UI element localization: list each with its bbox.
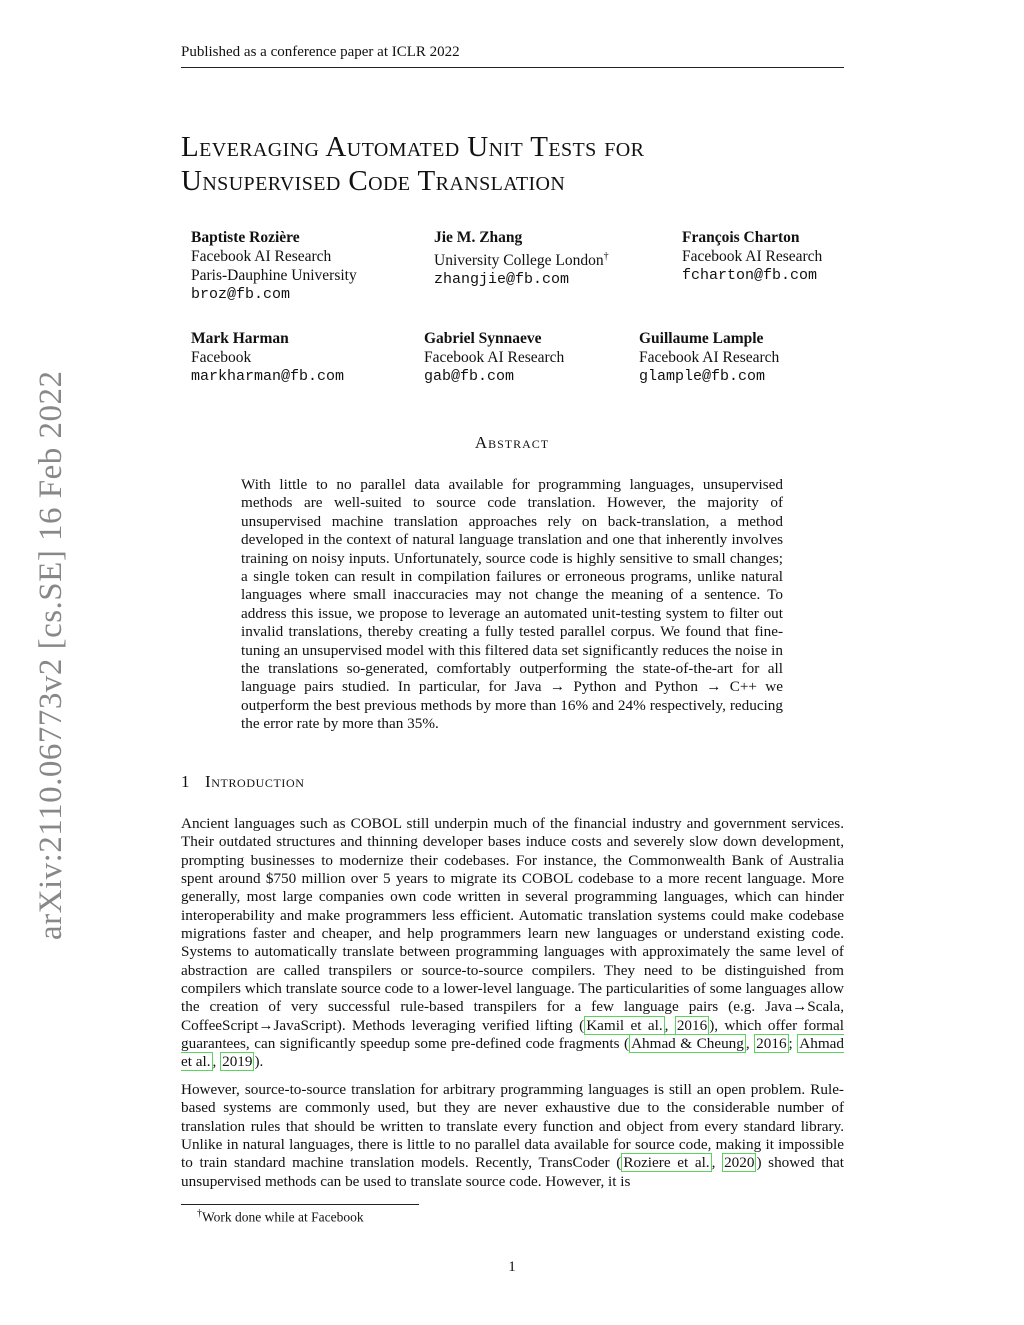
author-email[interactable]: fcharton@fb.com [682, 267, 818, 284]
citation-link[interactable]: 2016 [676, 1016, 708, 1034]
author-affiliation: Facebook AI Research [639, 349, 780, 366]
citation-link[interactable]: Ahmad et al. [181, 1035, 844, 1071]
author-name: Mark Harman [191, 330, 289, 347]
author-block [682, 228, 822, 285]
author-affiliation: University College London† [434, 251, 609, 270]
author-email[interactable]: glample@fb.com [639, 368, 766, 385]
footnote-text: Work done while at Facebook [202, 1209, 364, 1225]
author-name: François Charton [682, 229, 800, 246]
paper-title [181, 130, 861, 198]
author-email[interactable]: zhangjie@fb.com [434, 271, 570, 289]
citation-link[interactable]: 2020 [724, 1154, 755, 1172]
citation-link[interactable]: Roziere et al. [623, 1154, 710, 1172]
author-block [639, 329, 779, 386]
author-email[interactable]: markharman@fb.com [191, 368, 345, 385]
author-affiliation: Paris-Dauphine University [191, 267, 357, 284]
citation-link[interactable]: Ahmad & Cheung [631, 1035, 744, 1053]
author-block [191, 329, 344, 386]
citation-link[interactable]: 2016 [756, 1035, 787, 1053]
footnote-rule [181, 1204, 419, 1205]
author-name: Jie M. Zhang [434, 229, 523, 246]
title-line-1: Leveraging Automated Unit Tests for [181, 131, 645, 163]
section-number: 1 [181, 772, 191, 791]
page-number: 1 [508, 1259, 516, 1275]
author-name: Baptiste Rozière [191, 229, 300, 246]
abstract-text: With little to no parallel data available for programming languages, unsupervised methods are well-suited to source code translation. However, the majority of unsupervised machine translation approaches rely on back-translation, a method developed in the context of natural language translation and one that inherently involves training on noisy inputs. Unfortunately, source code is highly sensitive to small changes; a single token can result in compilation failures or erroneous programs, unlike natural languages where small inaccuracies may not change the meaning of a sentence. To address this issue, we propose to leverage an automated unit-testing system to filter out invalid translations, thereby creating a fully tested parallel corpus. We found that fine-tuning an unsupervised model with this filtered data set significantly reduces the noise in the translations so-generated, comfortably outperforming the state-of-the-art for all language pairs studied. In particular, for Java → Python and Python → C++ we outperform the best previous methods by more than 16% and 24% respectively, reducing the error rate by more than 35%. [241, 476, 783, 733]
citation-link[interactable]: Kamil et al. [586, 1016, 663, 1034]
author-affiliation: Facebook AI Research [682, 248, 823, 265]
author-name: Guillaume Lample [639, 330, 764, 347]
footnote [197, 1208, 364, 1226]
author-block [424, 329, 564, 386]
dagger-mark: † [603, 251, 609, 262]
author-block [434, 228, 609, 289]
author-affiliation: Facebook AI Research [424, 349, 565, 366]
footnote-mark: † [197, 1208, 202, 1219]
author-affiliation: Facebook [191, 349, 252, 366]
section-title: Introduction [205, 772, 305, 791]
running-head: Published as a conference paper at ICLR 2022 [181, 44, 844, 68]
intro-paragraph-1: Ancient languages such as COBOL still underpin much of the financial industry and government services. Their outdated structures and thinning developer bases induce costs and severely slow down development, prompting businesses to modernize their codebases. For instance, the Commonwealth Bank of Australia spent around $750 million over 5 years to migrate its COBOL codebase to a more recent language. More generally, most large companies own code written in several programming languages, which can hinder interoperability and make programmers less efficient. Automatic translation systems could make codebase migrations faster and cheaper, and help programmers learn new languages or understand existing code. Systems to automatically translate between programming languages with approximately the same level of abstraction are called transpilers or source-to-source compilers. They need to be distinguished from compilers which translate source code to a lower-level language. The particularities of some languages allow the creation of very successful rule-based transpilers for a few language pairs (e.g. Java→Scala, CoffeeScript→JavaScript). Methods leveraging verified lifting ( Kamil et al. , 2016 ), which offer formal guarantees, can significantly speedup some pre-defined code fragments ( Ahmad & Cheung , 2016 ; Ahmad et al. , 2019 ). [181, 815, 845, 1071]
intro-paragraph-2: However, source-to-source translation for arbitrary programming languages is still an open problem. Rule-based systems are commonly used, but they are never exhaustive due to the considerable number of translation rules that should be written to translate every function and object from every standard library. Unlike in natural languages, there is little to no parallel data available for source code, making it impossible to train standard machine translation models. Recently, TransCoder ( Roziere et al. , 2020 ) showed that unsupervised methods can be used to translate source code. However, it is [181, 1081, 845, 1190]
author-name: Gabriel Synnaeve [424, 330, 542, 347]
citation-link[interactable]: 2019 [222, 1053, 253, 1071]
arxiv-identifier: arXiv:2110.06773v2 [cs.SE] 16 Feb 2022 [33, 370, 69, 940]
section-heading [181, 772, 305, 792]
author-email[interactable]: gab@fb.com [424, 368, 515, 385]
author-email[interactable]: broz@fb.com [191, 286, 291, 303]
author-block [191, 228, 357, 304]
title-line-2: Unsupervised Code Translation [181, 165, 566, 197]
author-affiliation: Facebook AI Research [191, 248, 332, 265]
abstract-heading: Abstract [474, 433, 550, 452]
